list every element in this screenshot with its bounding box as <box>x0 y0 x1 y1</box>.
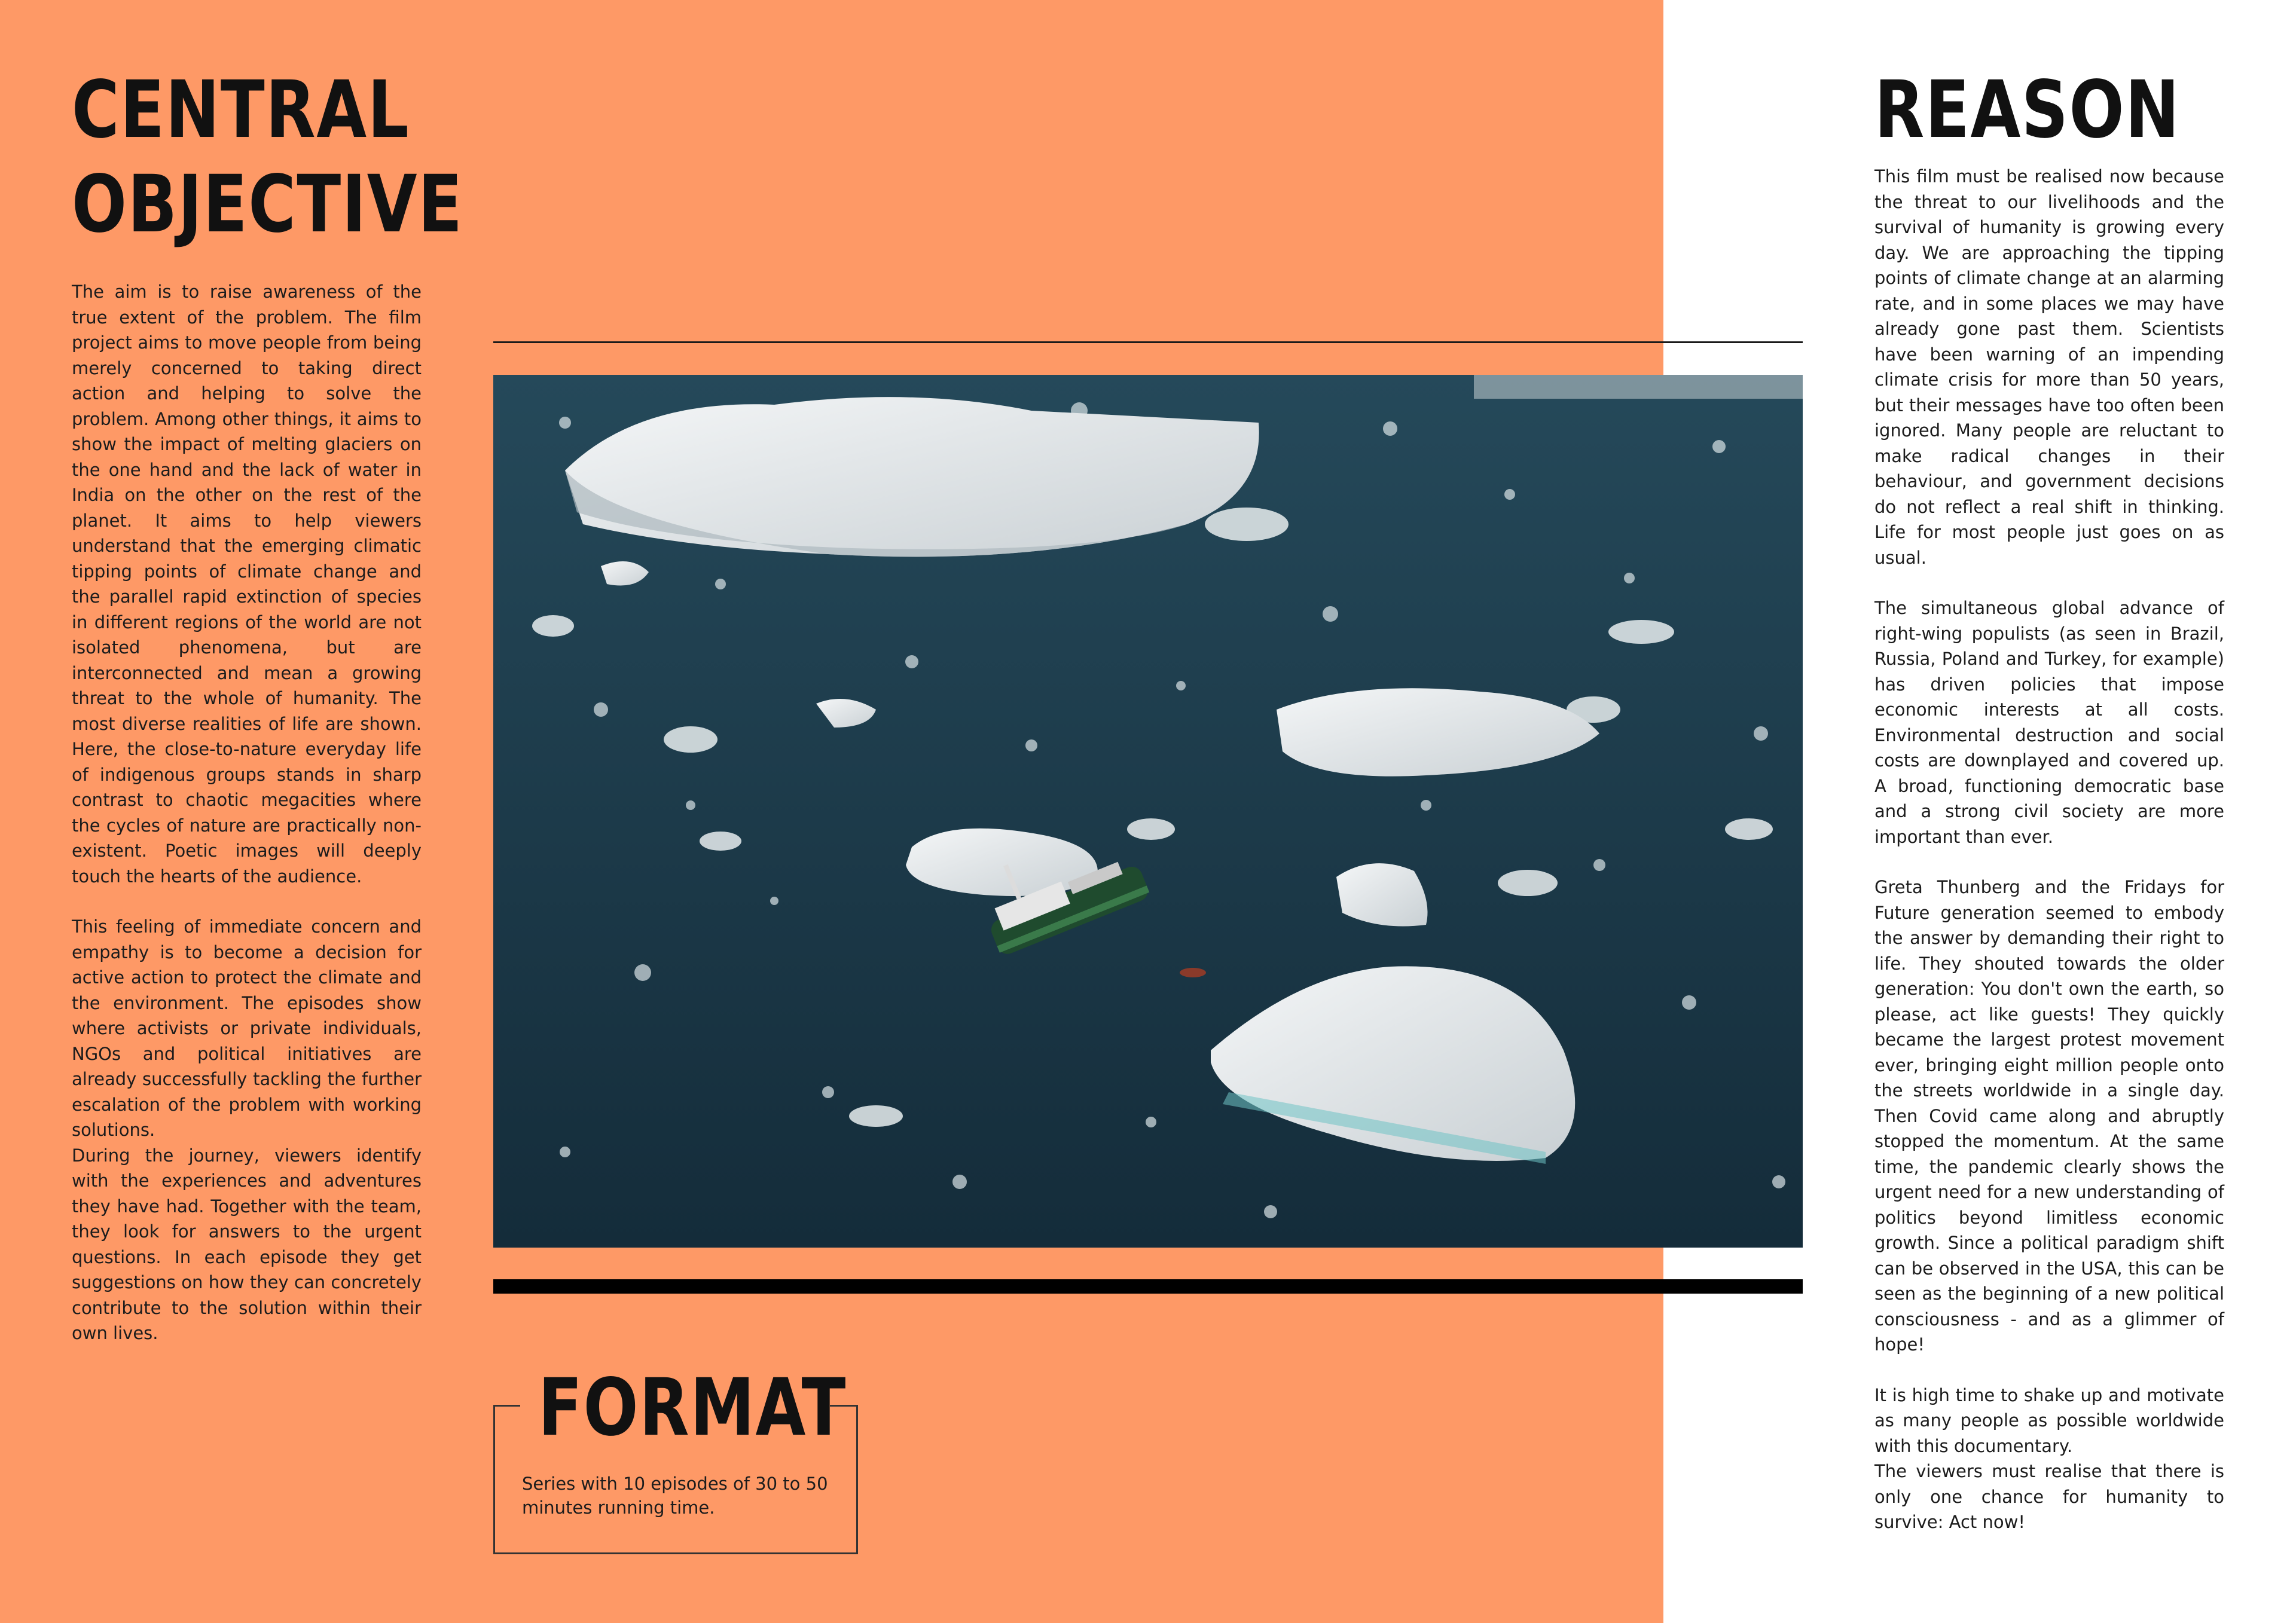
title-line-2: OBJECTIVE <box>72 158 463 250</box>
objective-paragraph-1: The aim is to raise awareness of the true extent of the problem. The film project aims to move people from being merely concerned to taking direct action and helping to solve the problem. Among other things, it aims to show the impact of melting glaciers on the one hand and the lack of water in India on the other on the rest of the planet. It aims to help viewers understand that the emerging climatic tipping points of climate change and the parallel rapid extinction of species in different regions of the world are not isolated phenomena, but are interconnected and mean a growing threat to the whole of humanity. The most diverse realities of life are shown. Here, the close-to-nature everyday life of indigenous groups stands in sharp contrast to chaotic megacities where the cycles of nature are practically non-existent. Poetic images will deeply touch the hearts of the audience. <box>72 282 422 887</box>
reason-title: REASON <box>1874 64 2181 156</box>
format-description: Series with 10 episodes of 30 to 50 minutes running time. <box>522 1474 828 1518</box>
iceberg-illustration <box>493 375 1803 1248</box>
format-title: FORMAT <box>538 1362 847 1454</box>
reason-paragraph-2: The simultaneous global advance of right-wing populists (as seen in Brazil, Russia, Poland and Turkey, for example) has driven policies that impose economic interests at all costs. Environmental destruction and social costs are downplayed and covered up. A broad, functioning democratic base and a strong civil society are more important than ever. <box>1874 598 2224 847</box>
reason-paragraph-1: This film must be realised now because the threat to our livelihoods and the survival of humanity is growing every day. We are approaching the tipping points of climate change at an alarming rate, and in some places we may have already gone past them. Scientists have been warning of an impending climate crisis for more than 50 years, but their messages have too often been ignored. Many people are reluctant to make radical changes in their behaviour, and government decisions do not reflect a real shift in thinking. Life for most people just goes on as usual. <box>1874 166 2224 568</box>
reason-body <box>1874 164 2224 1535</box>
bottom-divider <box>493 1279 1803 1294</box>
iceberg-photo <box>493 375 1803 1248</box>
reason-paragraph-3: Greta Thunberg and the Fridays for Future generation seemed to embody the answer by demanding their right to life. They shouted towards the older generation: You don't own the earth, so please, act like guests! They quickly became the largest protest movement ever, bringing eight million people onto the streets worldwide in a single day. Then Covid came along and abruptly stopped the momentum. At the same time, the pandemic clearly shows the urgent need for a new understanding of politics beyond limitless economic growth. Since a political paradigm shift can be observed in the USA, this can be seen as the beginning of a new political consciousness - and as a glimmer of hope! <box>1874 877 2224 1355</box>
central-objective-body <box>72 279 422 1346</box>
reason-paragraph-5: The viewers must realise that there is only one chance for humanity to survive: Act now! <box>1874 1461 2224 1532</box>
central-objective-title <box>72 63 463 252</box>
reason-paragraph-4: It is high time to shake up and motivate as many people as possible worldwide with this documentary. <box>1874 1384 2224 1456</box>
title-line-1: CENTRAL <box>72 64 410 156</box>
top-divider <box>493 341 1803 343</box>
objective-paragraph-2: This feeling of immediate concern and empathy is to become a decision for active action to protect the climate and the environment. The episodes show where activists or private individuals, NGOs and political initiatives are already successfully tackling the further escalation of the problem with working solutions. <box>72 916 422 1140</box>
objective-paragraph-3: During the journey, viewers identify with the experiences and adventures they have had. Together with the team, they look for answers to the urgent questions. In each episode they get suggestions on how they can concretely contribute to the solution within their own lives. <box>72 1145 422 1343</box>
